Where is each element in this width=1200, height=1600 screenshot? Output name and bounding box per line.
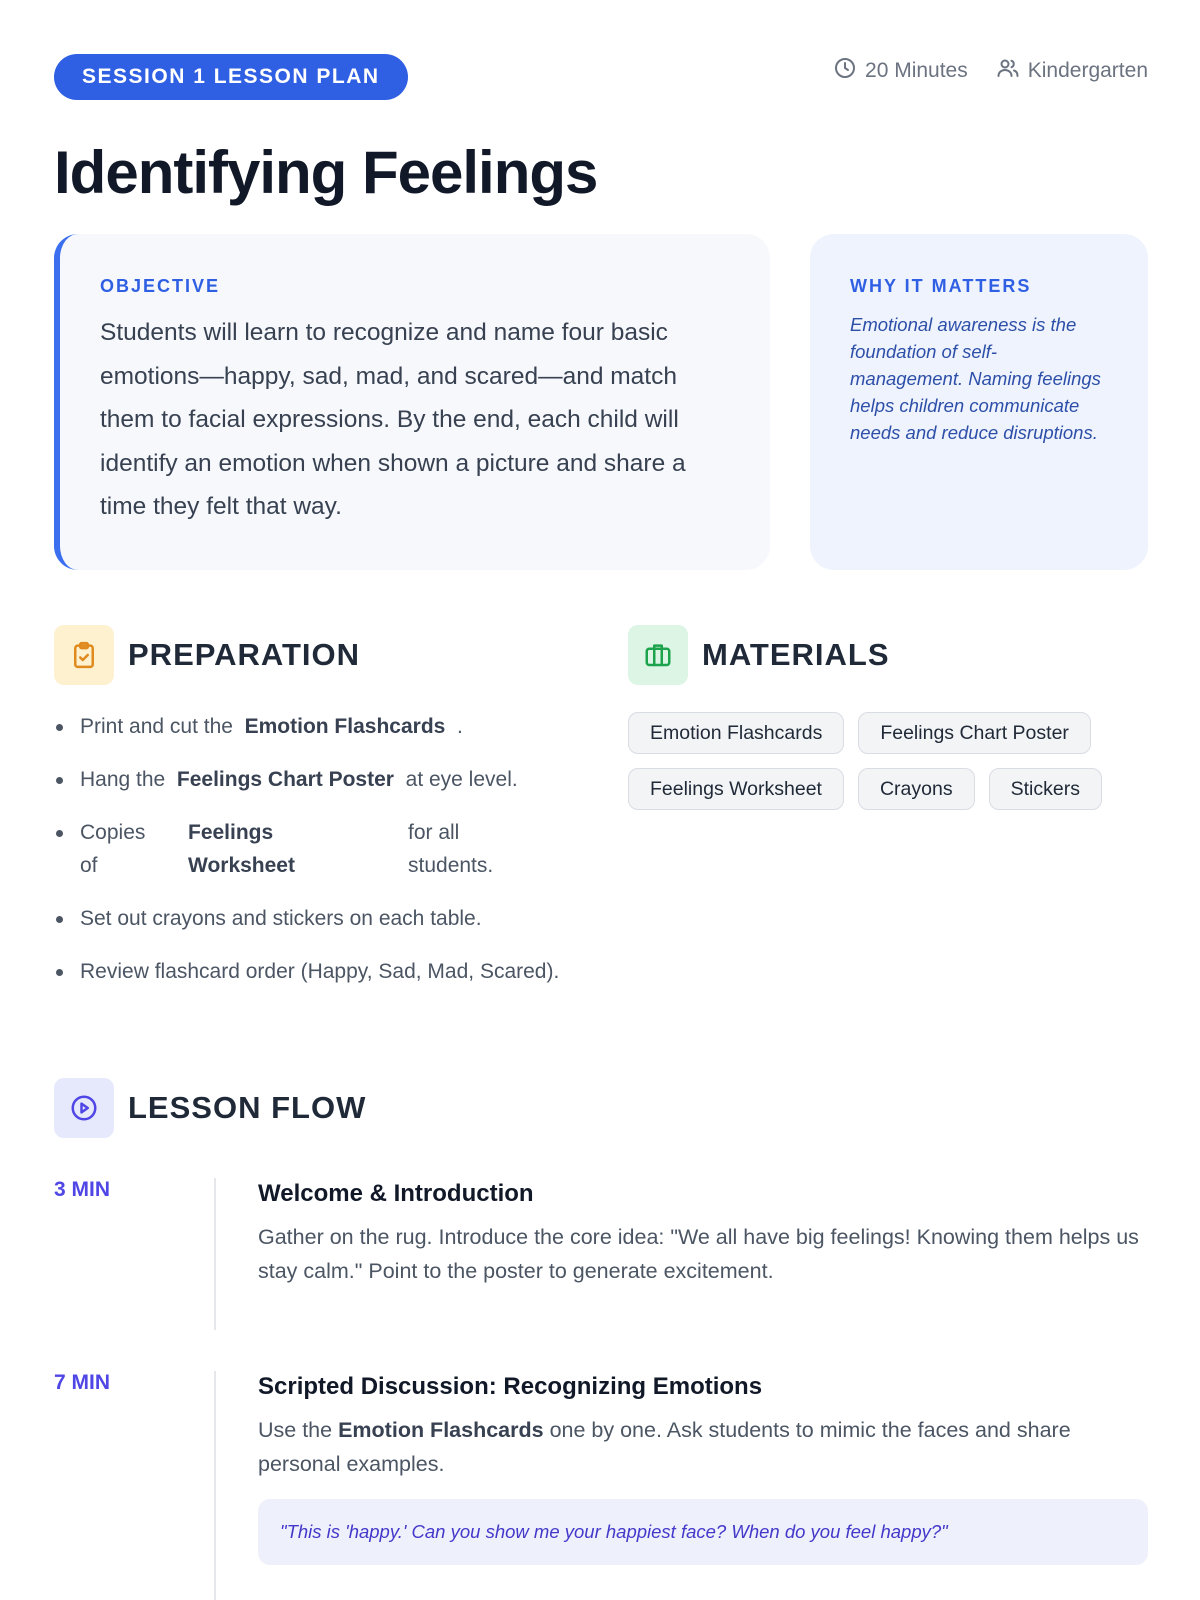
timeline-line bbox=[214, 1178, 216, 1330]
objective-text: Students will learn to recognize and name four basic emotions—happy, sad, mad, and scared—and match them to facial expressions. By the end, each child will identify an emotion when shown a picture and share a time they felt that way. bbox=[100, 319, 686, 520]
step-body bbox=[258, 1373, 1148, 1565]
lesson-meta bbox=[833, 56, 1148, 86]
users-icon bbox=[996, 56, 1020, 86]
step-body bbox=[258, 1180, 1148, 1288]
step-description: Gather on the rug. Introduce the core idea: "We all have big feelings! Knowing them helps us stay calm." Point to the poster to generate excitement. bbox=[258, 1225, 1139, 1283]
step-duration: 7 MIN bbox=[54, 1371, 111, 1394]
step-description: Use the Emotion Flashcards one by one. Ask students to mimic the faces and share personal examples. bbox=[258, 1418, 1071, 1476]
materials-chips bbox=[628, 712, 1148, 810]
lesson-flow-title: LESSON FLOW bbox=[128, 1090, 367, 1125]
list-item: Print and cut the Emotion Flashcards . bbox=[54, 710, 574, 743]
step-title: Scripted Discussion: Recognizing Emotions bbox=[258, 1373, 763, 1400]
material-chip: Feelings Chart Poster bbox=[858, 712, 1091, 754]
timeline-line bbox=[214, 1371, 216, 1600]
page-title: Identifying Feelings bbox=[54, 139, 598, 206]
material-chip: Feelings Worksheet bbox=[628, 768, 844, 810]
script-quote: "This is 'happy.' Can you show me your happiest face? When do you feel happy?" bbox=[258, 1499, 1148, 1565]
lesson-flow-header bbox=[54, 1078, 366, 1138]
why-text: Emotional awareness is the foundation of self-management. Naming feelings helps children communicate needs and reduce disruptions. bbox=[850, 314, 1101, 443]
why-it-matters-card bbox=[810, 234, 1148, 570]
list-item: Set out crayons and stickers on each table. bbox=[54, 902, 574, 935]
clipboard-icon bbox=[54, 625, 114, 685]
step-title: Welcome & Introduction bbox=[258, 1180, 534, 1207]
material-chip: Emotion Flashcards bbox=[628, 712, 844, 754]
grade-meta bbox=[996, 56, 1148, 86]
list-item: Review flashcard order (Happy, Sad, Mad, Scared). bbox=[54, 955, 574, 988]
why-label: WHY IT MATTERS bbox=[850, 276, 1032, 296]
step-duration: 3 MIN bbox=[54, 1178, 111, 1201]
play-circle-icon bbox=[54, 1078, 114, 1138]
clock-icon bbox=[833, 56, 857, 86]
list-item: Hang the Feelings Chart Poster at eye level. bbox=[54, 763, 574, 796]
duration-text: 20 Minutes bbox=[865, 59, 968, 82]
objective-label: OBJECTIVE bbox=[100, 276, 221, 296]
material-chip: Stickers bbox=[989, 768, 1102, 810]
preparation-header bbox=[54, 625, 360, 685]
preparation-list bbox=[54, 710, 574, 1008]
material-chip: Crayons bbox=[858, 768, 975, 810]
preparation-title: PREPARATION bbox=[128, 637, 361, 672]
list-item: Copies of Feelings Worksheet for all students. bbox=[54, 816, 574, 882]
flow-step bbox=[54, 1178, 1148, 1330]
session-badge: SESSION 1 LESSON PLAN bbox=[54, 54, 408, 100]
header-bar bbox=[54, 54, 1148, 100]
materials-title: MATERIALS bbox=[702, 637, 890, 672]
grade-text: Kindergarten bbox=[1027, 59, 1148, 82]
flow-step bbox=[54, 1371, 1148, 1600]
objective-card bbox=[54, 234, 770, 570]
briefcase-icon bbox=[628, 625, 688, 685]
materials-header bbox=[628, 625, 890, 685]
duration-meta bbox=[833, 56, 968, 86]
